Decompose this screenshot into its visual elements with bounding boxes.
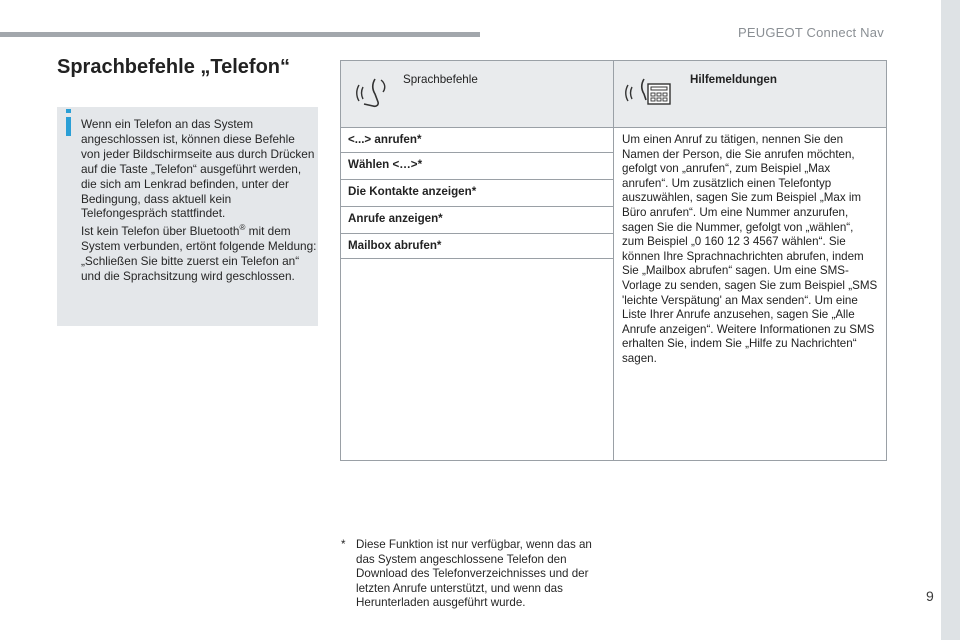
info-paragraph-2: [81, 221, 317, 284]
command-cell: Mailbox abrufen*: [341, 234, 614, 259]
footnote-star: *: [341, 538, 346, 551]
page-title: Sprachbefehle „Telefon“: [57, 56, 291, 78]
col-header-help: [614, 61, 887, 128]
col-header-commands: [341, 61, 614, 128]
registered-mark: ®: [239, 223, 246, 233]
info-text: [81, 117, 317, 284]
voice-help-keypad-icon: [624, 75, 674, 109]
col-header-commands-label: Sprachbefehle: [403, 73, 478, 86]
footnote-text: Diese Funktion ist nur verfügbar, wenn das an das System angeschlossene Telefon den Download des Telefonverzeichnisses und der letzten Anrufe unterstützt, und wenn das Herunterladen ausgeführt wurde.: [356, 538, 592, 610]
info-paragraph-1: Wenn ein Telefon an das System angeschlossen ist, können diese Befehle von jeder Bildschirmseite aus durch Drücken auf die Taste „Telefon“ ausgeführt werden, die sich am Lenkrad befinden, unter der Bedingung, dass aktuell kein Telefongespräch stattfindet.: [81, 117, 315, 221]
header-rule: [0, 32, 480, 37]
voice-commands-table: [340, 60, 887, 461]
page-edge-strip: [941, 0, 960, 640]
info-icon: [66, 109, 71, 113]
info-text-part: Ist kein Telefon über Bluetooth: [81, 224, 240, 239]
col-header-help-label: Hilfemeldungen: [690, 73, 777, 86]
help-text-cell: Um einen Anruf zu tätigen, nennen Sie den Namen der Person, die Sie anrufen möchten, gefolgt von „anrufen“, zum Beispiel „Max anrufen“. Um zusätzlich einen Telefontyp auszuwählen, sagen Sie zum Beispiel „Max im Büro anrufen“. Um eine Nummer anzurufen, sagen Sie die Nummer, gefolgt von „wählen“, zum Beispiel „0 160 12 3 4567 wählen“. Sie können Ihre Sprachnachrichten abrufen, indem Sie „Mailbox abrufen“ sagen. Um eine SMS-Vorlage zu senden, sagen Sie zum Beispiel „SMS 'leichte Verspätung' an Max senden“. Um eine Liste Ihrer Anrufe anzusehen, sagen Sie „Alle Anrufe anzeigen“. Weitere Informationen zu SMS erhalten Sie, indem Sie „Hilfe zu Nachrichten“ sagen.: [614, 128, 887, 461]
command-cell: <...> anrufen*: [341, 128, 614, 153]
table-header-row: [341, 61, 887, 128]
info-icon-bar: [66, 117, 71, 136]
info-box: [57, 107, 318, 326]
command-cell: Wählen <…>*: [341, 153, 614, 180]
voice-command-icon: [355, 75, 389, 109]
command-cell: Anrufe anzeigen*: [341, 207, 614, 234]
table-row: [341, 128, 887, 153]
page-number: 9: [926, 588, 934, 604]
command-cell: Die Kontakte anzeigen*: [341, 180, 614, 207]
header-title: PEUGEOT Connect Nav: [738, 25, 884, 40]
footnote: [341, 538, 611, 611]
empty-command-cell: [341, 259, 614, 461]
info-text-part: mit dem System verbunden, ertönt folgende Meldung: „Schließen Sie bitte zuerst ein Telefon an“ und die Sprachsitzung wird geschlossen.: [81, 224, 317, 283]
